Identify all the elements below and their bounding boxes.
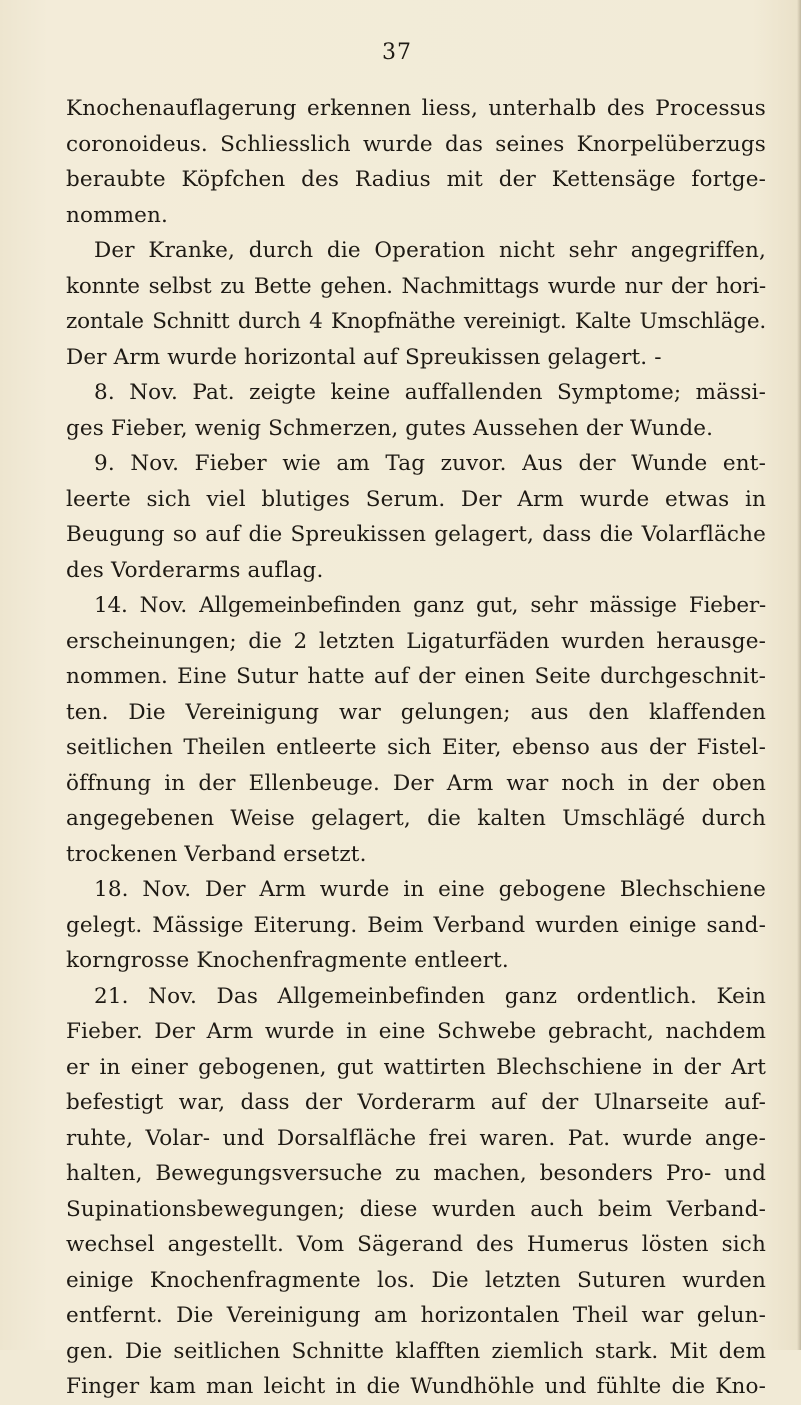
text-line: konnte selbst zu Bette gehen. Nachmittags wurde nur der hori-	[66, 273, 766, 299]
text-line: 14. Nov. Allgemeinbefinden ganz gut, sehr mässige Fieber-	[94, 593, 766, 618]
text-line: Finger kam man leicht in die Wundhöhle und fühlte die Kno-	[66, 1374, 766, 1399]
text-line: ruhte, Volar- und Dorsalfläche frei waren. Pat. wurde ange-	[66, 1125, 766, 1151]
text-line: ten. Die Vereinigung war gelungen; aus den klaffenden	[66, 699, 766, 725]
text-line: trockenen Verband ersetzt.	[66, 841, 367, 867]
text-line: ges Fieber, wenig Schmerzen, gutes Aussehen der Wunde.	[66, 415, 714, 441]
text-line: Fieber. Der Arm wurde in eine Schwebe gebracht, nachdem	[66, 1019, 766, 1044]
text-line: Supinationsbewegungen; diese wurden auch beim Verband-	[66, 1196, 766, 1222]
text-line: 21. Nov. Das Allgemeinbefinden ganz ordentlich. Kein	[94, 983, 766, 1009]
text-line: 8. Nov. Pat. zeigte keine auffallenden Symptome; mässi-	[94, 380, 766, 405]
page-number: 37	[382, 40, 412, 65]
text-line: 9. Nov. Fieber wie am Tag zuvor. Aus der Wunde ent-	[94, 451, 766, 476]
text-line: 18. Nov. Der Arm wurde in eine gebogene Blechschiene	[94, 877, 766, 902]
text-line: Knochenauflagerung erkennen liess, unterhalb des Processus	[66, 96, 766, 121]
text-line: seitlichen Theilen entleerte sich Eiter, ebenso aus der Fistel-	[66, 735, 766, 760]
text-line: Der Kranke, durch die Operation nicht sehr angegriffen,	[94, 238, 766, 263]
text-line: nommen.	[66, 202, 169, 228]
text-line: des Vorderarms auflag.	[66, 557, 324, 583]
text-line: Der Arm wurde horizontal auf Spreukissen gelagert. -	[66, 344, 662, 370]
text-line: beraubte Köpfchen des Radius mit der Kettensäge fortge-	[66, 167, 766, 192]
text-line: erscheinungen; die 2 letzten Ligaturfäden wurden herausge-	[66, 628, 766, 654]
text-line: einige Knochenfragmente los. Die letzten Suturen wurden	[66, 1267, 766, 1293]
text-line: er in einer gebogenen, gut wattirten Blechschiene in der Art	[66, 1054, 766, 1080]
text-line: befestigt war, dass der Vorderarm auf der Ulnarseite auf-	[66, 1090, 766, 1115]
text-line: gelegt. Mässige Eiterung. Beim Verband wurden einige sand-	[66, 912, 766, 938]
text-line: Beugung so auf die Spreukissen gelagert, dass die Volarfläche	[66, 522, 766, 547]
text-line: coronoideus. Schliesslich wurde das seines Knorpelüberzugs	[66, 131, 766, 157]
text-line: nommen. Eine Sutur hatte auf der einen Seite durchgeschnit-	[66, 664, 766, 689]
text-line: halten, Bewegungsversuche zu machen, besonders Pro- und	[66, 1161, 766, 1186]
text-line: korngrosse Knochenfragmente entleert.	[66, 948, 509, 973]
body-text	[66, 91, 766, 1405]
text-line: öffnung in der Ellenbeuge. Der Arm war noch in der oben	[66, 770, 766, 796]
text-line: angegebenen Weise gelagert, die kalten Umschlägé durch	[66, 806, 766, 831]
text-line: entfernt. Die Vereinigung am horizontalen Theil war gelun-	[66, 1303, 766, 1328]
text-line: zontale Schnitt durch 4 Knopfnäthe vereinigt. Kalte Umschläge.	[66, 309, 766, 334]
text-line: leerte sich viel blutiges Serum. Der Arm wurde etwas in	[66, 486, 766, 512]
text-line: gen. Die seitlichen Schnitte klafften ziemlich stark. Mit dem	[66, 1338, 766, 1364]
page-edge-shadow	[797, 0, 801, 1350]
text-line: wechsel angestellt. Vom Sägerand des Humerus lösten sich	[66, 1232, 766, 1257]
